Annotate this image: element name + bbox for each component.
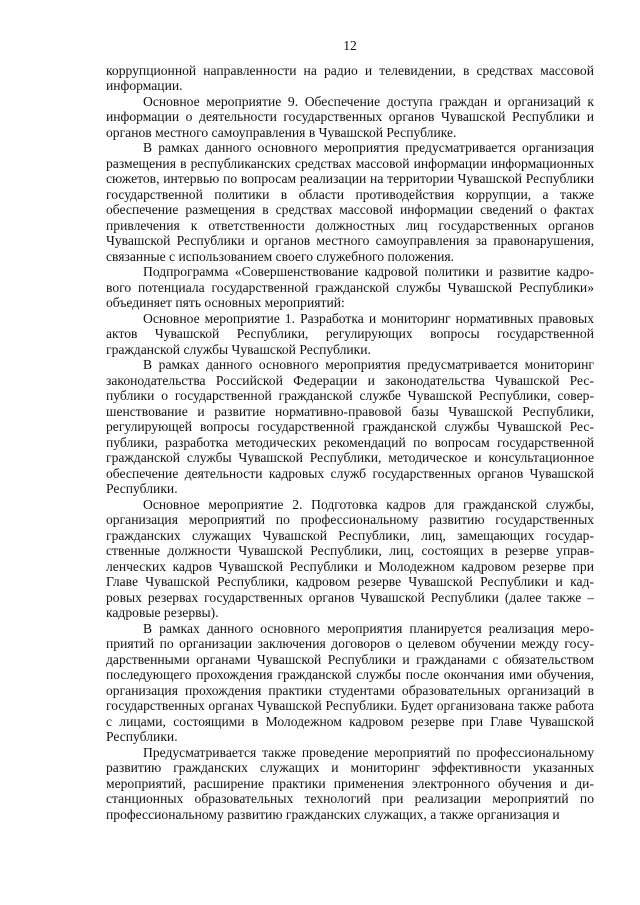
paragraph-activity-9-details: В рамках данного основного мероприятия предусматривается организация размещения в республиканских средствах массовой информации информационных сюжетов, интервью по вопросам реализации на территории Чувашской Республики государственной политики в области противодействия коррупции, а также обеспечение размещения в средствах массовой информации сведений о фактах привлечения к ответственности должностных лиц государственных органов Чувашской Республики и органов местного самоуправления за правонарушения, связанные с использованием своего служебного положения. — [106, 140, 594, 264]
paragraph-activity-2-details: В рамках данного основного мероприятия планируется реализация мероприятий по организации заключения договоров о целевом обучении между государственными органами Чувашской Республики и гражданами с обязательством последующего прохождения гражданской службы после окончания ими обучения, организация прохождения практики студентами образовательных организаций в государственных органах Чувашской Республики. Будет организована также работа с лицами, состоящими в Молодежном кадровом резерве при Главе Чувашской Республики. — [106, 620, 594, 744]
paragraph-main-activity-2: Основное мероприятие 2. Подготовка кадров для гражданской службы, организация мероприятий по профессиональному развитию государственных гражданских служащих Чувашской Республики, лиц, замещающих государственные должности Чувашской Республики, лиц, состоящих в резерве управленческих кадров Чувашской Республики и Молодежном кадровом резерве при Главе Чувашской Республики, кадровом резерве Чувашской Республики и кадровых резервах государственных органов Чувашской Республики (далее также – кадровые резервы). — [106, 496, 594, 620]
page-number: 12 — [343, 38, 357, 53]
paragraph-main-activity-9: Основное мероприятие 9. Обеспечение доступа граждан и организаций к информации о деятельности государственных органов Чувашской Республики и органов местного самоуправления в Чувашской Республике. — [106, 93, 594, 140]
paragraph-professional-development: Предусматривается также проведение мероприятий по профессиональному развитию гражданских служащих и мониторинг эффективности указанных мероприятий, расширение практики применения электронного обучения и дистанционных образовательных технологий при реализации мероприятий по профессиональному развитию гражданских служащих, а также организация и — [106, 744, 594, 822]
paragraph-main-activity-1: Основное мероприятие 1. Разработка и мониторинг нормативных правовых актов Чувашской Республики, регулирующих вопросы государственной гражданской службы Чувашской Республики. — [106, 310, 594, 357]
paragraph-continuation: коррупционной направленности на радио и телевидении, в средствах массовой информации. — [106, 62, 594, 93]
paragraph-activity-1-details: В рамках данного основного мероприятия предусматривается мониторинг законодательства Российской Федерации и законодательства Чувашской Республики о государственной гражданской службе Чувашской Республики, совершенствование и развитие нормативно-правовой базы Чувашской Республики, регулирующей вопросы государственной гражданской службы Чувашской Республики, разработка методических рекомендаций по вопросам государственной гражданской службы Чувашской Республики, методическое и консультационное обеспечение деятельности кадровых служб государственных органов Чувашской Республики. — [106, 357, 594, 496]
document-page — [106, 38, 594, 822]
paragraph-subprogram-intro: Подпрограмма «Совершенствование кадровой политики и развитие кадрового потенциала государственной гражданской службы Чувашской Республики» объединяет пять основных мероприятий: — [106, 264, 594, 310]
